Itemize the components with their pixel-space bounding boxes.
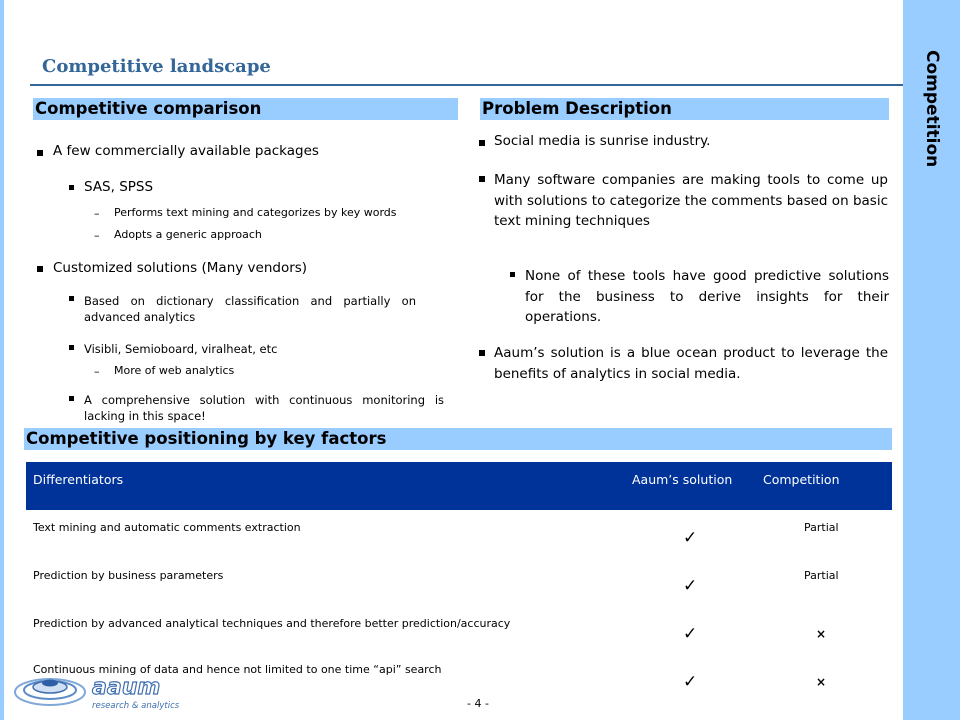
check-icon: ✓: [683, 672, 698, 692]
bullet-icon: [37, 266, 43, 272]
factor-cell: Prediction by business parameters: [33, 569, 224, 582]
list-item: More of web analytics: [114, 364, 235, 377]
header-competition: Competition: [763, 472, 840, 487]
left-edge-band: [0, 0, 4, 720]
aaum-logo: [12, 668, 192, 714]
factor-cell: Continuous mining of data and hence not limited to one time “api” search: [33, 663, 442, 676]
list-item: Customized solutions (Many vendors): [53, 260, 308, 276]
list-item: Adopts a generic approach: [114, 228, 262, 241]
competition-cell: Partial: [804, 569, 839, 582]
list-item: Visibli, Semioboard, viralheat, etc: [84, 342, 278, 356]
bullet-icon: [69, 185, 74, 190]
bullet-icon: [510, 272, 515, 277]
title-rule: [30, 84, 903, 86]
dash-icon: –: [94, 365, 100, 378]
page-title: Competitive landscape: [42, 56, 271, 77]
check-icon: ✓: [683, 528, 698, 548]
bullet-icon: [479, 140, 485, 146]
logo-graphic: [12, 668, 192, 714]
logo-tagline: research & analytics: [92, 701, 180, 711]
dash-icon: –: [94, 207, 100, 220]
competitive-positioning-heading: Competitive positioning by key factors: [24, 428, 892, 450]
bullet-icon: [69, 296, 74, 301]
list-item: Many software companies are making tools to come up with solutions to categorize the comments based on basic text mining techniques: [494, 172, 888, 229]
dash-icon: –: [94, 229, 100, 242]
competition-cell: Partial: [804, 521, 839, 534]
header-aaum-solution: Aaum’s solution: [632, 472, 733, 487]
competitive-comparison-heading: Competitive comparison: [33, 98, 458, 120]
bullet-icon: [69, 396, 74, 401]
check-icon: ✓: [683, 576, 698, 596]
bullet-icon: [479, 176, 485, 182]
list-item: Performs text mining and categorizes by key words: [114, 206, 397, 219]
list-item: A comprehensive solution with continuous monitoring is lacking in this space!: [84, 393, 444, 423]
bullet-icon: [479, 350, 485, 356]
factor-cell: Prediction by advanced analytical techniques and therefore better prediction/accuracy: [33, 617, 511, 630]
list-item: Based on dictionary classification and partially on advanced analytics: [84, 294, 416, 324]
bullet-icon: [69, 345, 74, 350]
bullet-icon: [37, 150, 43, 156]
check-icon: ✓: [683, 624, 698, 644]
logo-wordmark: aaum: [92, 675, 161, 700]
factor-cell: Text mining and automatic comments extraction: [33, 521, 301, 534]
list-item: Aaum’s solution is a blue ocean product to leverage the benefits of analytics in social media.: [494, 345, 888, 382]
header-differentiators: Differentiators: [33, 472, 124, 487]
list-item: SAS, SPSS: [84, 179, 154, 195]
list-item: Social media is sunrise industry.: [494, 133, 711, 149]
cross-icon: ×: [816, 675, 827, 689]
list-item: None of these tools have good predictive solutions for the business to derive insights for their operations.: [525, 268, 889, 325]
cross-icon: ×: [816, 627, 827, 641]
page-number: - 4 -: [467, 697, 489, 710]
side-title: Competition: [922, 50, 942, 168]
problem-description-heading: Problem Description: [480, 98, 889, 120]
list-item: A few commercially available packages: [53, 143, 319, 159]
